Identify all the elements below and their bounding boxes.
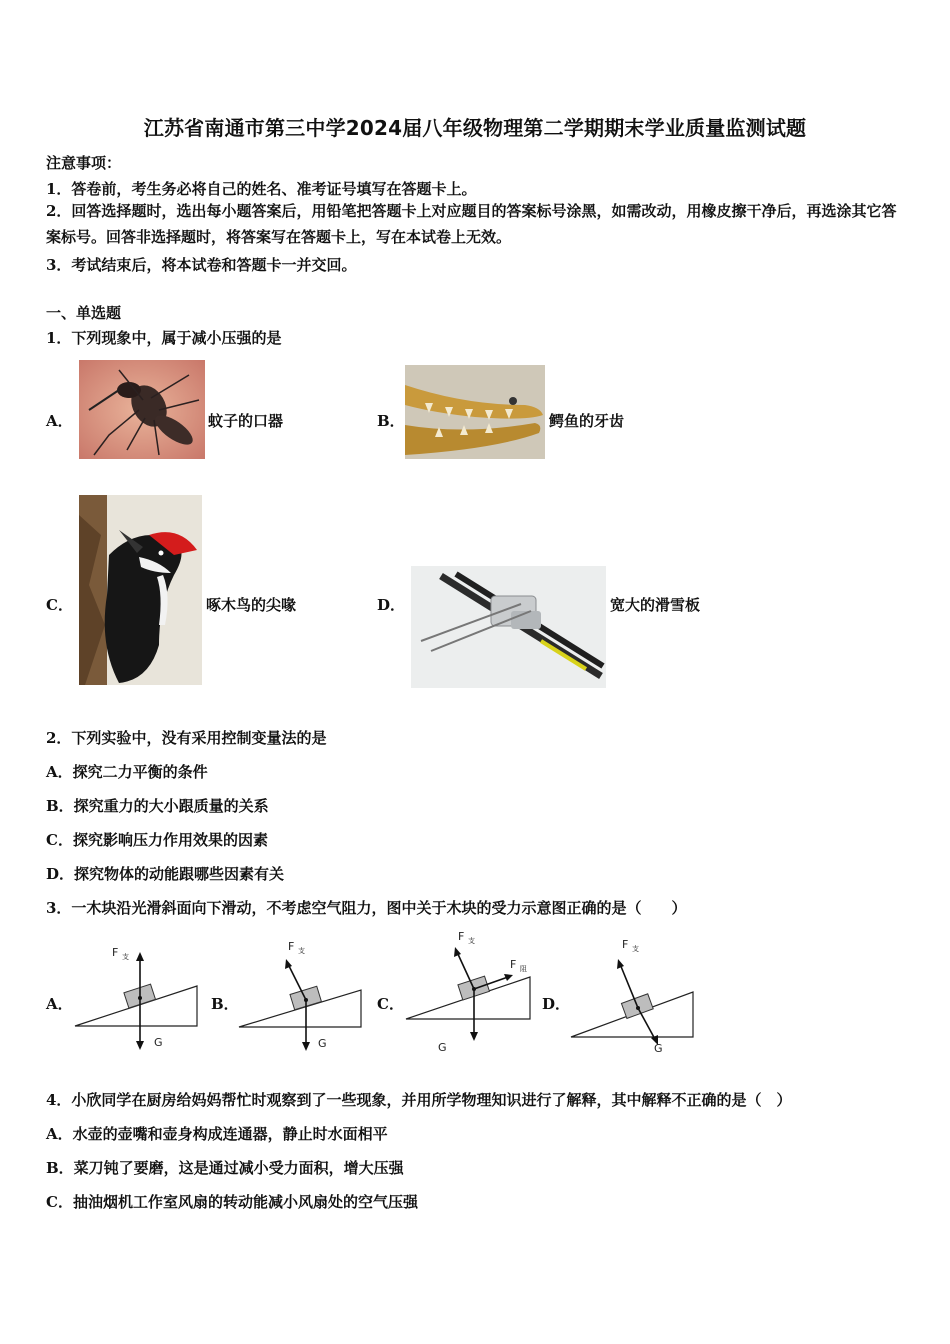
q3b-force-f: F (288, 940, 295, 953)
q4-option-a[interactable]: A．水壶的壶嘴和壶身构成连通器，静止时水面相平 (46, 1125, 388, 1143)
section-heading: 一、单选题 (46, 304, 122, 322)
q1-stem: 1．下列现象中，属于减小压强的是 (46, 329, 282, 347)
q3-option-d-label[interactable]: D． (542, 995, 571, 1013)
q3a-force-f: F (112, 946, 119, 959)
q3c-force-ff-sub: 阻 (520, 965, 527, 973)
q2-option-b[interactable]: B．探究重力的大小跟质量的关系 (46, 797, 269, 815)
woodpecker-photo (79, 495, 202, 685)
q3a-force-g: G (154, 1036, 163, 1049)
mosquito-photo (79, 360, 205, 459)
q2-option-a[interactable]: A．探究二力平衡的条件 (46, 763, 208, 781)
notice-item-2: 2．回答选择题时，选出每小题答案后，用铅笔把答题卡上对应题目的答案标号涂黑，如需改动，用橡皮擦干净后，再选涂其它答案标号。回答非选择题时，将答案写在答题卡上，写在本试卷上无效。 (46, 202, 897, 246)
q1-option-a-text: 蚊子的口器 (208, 412, 284, 430)
q3b-force-g: G (318, 1037, 327, 1050)
q4-option-c[interactable]: C．抽油烟机工作室风扇的转动能减小风扇处的空气压强 (46, 1193, 418, 1211)
q3a-force-f-sub: 支 (122, 953, 129, 961)
q1-option-b-label[interactable]: B． (377, 412, 405, 430)
q3-diagram-a (70, 940, 210, 1059)
q2-option-d[interactable]: D．探究物体的动能跟哪些因素有关 (46, 865, 285, 883)
q3-diagram-d (568, 930, 703, 1059)
skis-photo (411, 566, 606, 688)
notice-item-1: 1．答卷前，考生务必将自己的姓名、准考证号填写在答题卡上。 (46, 180, 477, 198)
q4-stem: 4．小欣同学在厨房给妈妈帮忙时观察到了一些现象，并用所学物理知识进行了解释，其中解释不正确的是（ ） (46, 1091, 792, 1109)
q3-diagram-b (236, 935, 376, 1059)
q3c-force-ff: F (510, 958, 517, 971)
notice-item-3: 3．考试结束后，将本试卷和答题卡一并交回。 (46, 256, 357, 274)
q3-diagram-c (404, 925, 544, 1059)
crocodile-photo (405, 365, 545, 459)
q1-option-d-text: 宽大的滑雪板 (610, 596, 701, 614)
q3d-force-g: G (654, 1042, 663, 1055)
q1-option-a-label[interactable]: A． (46, 412, 73, 430)
q3-option-b-label[interactable]: B． (211, 995, 239, 1013)
q1-option-b-text: 鳄鱼的牙齿 (549, 412, 625, 430)
q3b-force-f-sub: 支 (298, 947, 305, 955)
q1-option-c-text: 啄木鸟的尖喙 (206, 596, 297, 614)
q3d-force-f-sub: 支 (632, 945, 639, 953)
q3-stem: 3．一木块沿光滑斜面向下滑动，不考虑空气阻力，图中关于木块的受力示意图正确的是（ ） (46, 899, 687, 917)
q3-option-a-label[interactable]: A． (46, 995, 73, 1013)
notice-heading: 注意事项： (46, 154, 122, 172)
q2-option-c[interactable]: C．探究影响压力作用效果的因素 (46, 831, 268, 849)
q2-stem: 2．下列实验中，没有采用控制变量法的是 (46, 729, 327, 747)
q4-option-b[interactable]: B．菜刀钝了要磨，这是通过减小受力面积，增大压强 (46, 1159, 404, 1177)
q1-option-d-label[interactable]: D． (377, 596, 406, 614)
page-title: 江苏省南通市第三中学2024届八年级物理第二学期期末学业质量监测试题 (143, 116, 807, 140)
q3-option-c-label[interactable]: C． (377, 995, 404, 1013)
q3c-force-g: G (438, 1041, 447, 1054)
q1-option-c-label[interactable]: C． (46, 596, 73, 614)
q3d-force-f: F (622, 938, 629, 951)
q3c-force-f: F (458, 930, 465, 943)
q3c-force-f-sub: 支 (468, 937, 475, 945)
